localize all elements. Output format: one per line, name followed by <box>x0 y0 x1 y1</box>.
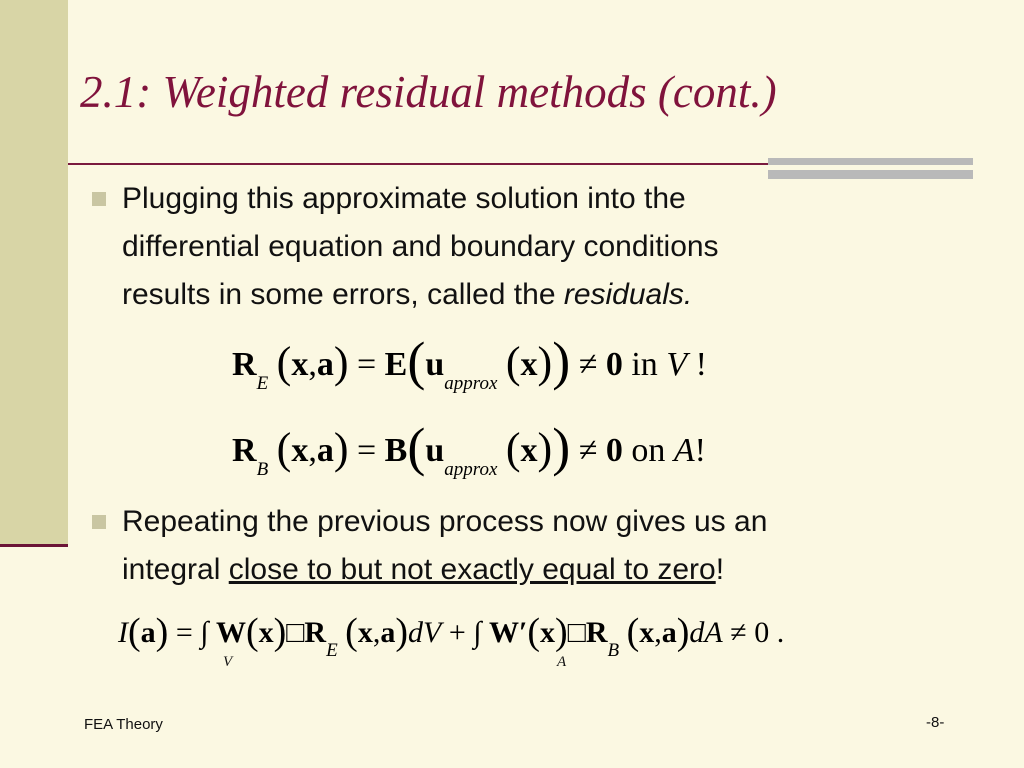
eq2-x: x <box>291 432 309 469</box>
bullet-2-line-2-text: integral <box>122 553 229 586</box>
int-subE: E <box>326 640 338 661</box>
residual-equation-boundary: $R_B$ $(x,a) = B(u_{approx}$ (x)) ≠ 0 on A! <box>232 417 706 480</box>
int-dV: dV <box>407 616 442 649</box>
eq1-in: in <box>631 346 658 383</box>
bullet-1-line-3-text: results in some errors, called the <box>122 278 564 311</box>
bullet-1-line-3 <box>122 271 719 319</box>
bullet-2-text <box>122 498 767 594</box>
int-W: W <box>215 616 246 649</box>
bullet-1-line-2: differential equation and boundary conditions <box>122 230 719 263</box>
eq2-sub: B <box>256 459 269 480</box>
int-a3: a <box>661 616 677 649</box>
eq2-a: a <box>316 432 334 469</box>
eq1-approx: approx <box>444 373 498 394</box>
int-a: a <box>140 616 156 649</box>
int-Wp: W′ <box>488 616 528 649</box>
eq1-bang: ! <box>695 346 707 383</box>
eq1-domain: V <box>666 346 688 383</box>
bullet-2-line-2-suffix: ! <box>715 553 725 586</box>
int-x2: x <box>357 616 373 649</box>
eq2-on: on <box>631 432 666 469</box>
int-x4: x <box>639 616 655 649</box>
int-missing-glyph-2: □ <box>567 616 586 649</box>
eq2-operator: B <box>384 432 408 469</box>
footer-page-number: -8- <box>926 714 945 731</box>
eq2-domain: A <box>673 432 695 469</box>
bullet-square-icon <box>92 192 106 206</box>
int-dA: dA <box>689 616 723 649</box>
eq1-sub: E <box>256 373 269 394</box>
int-a2: a <box>380 616 396 649</box>
eq2-bang: ! <box>694 432 706 469</box>
eq2-zero: 0 <box>605 432 623 469</box>
int-missing-glyph-1: □ <box>286 616 305 649</box>
bullet-1-line-1: Plugging this approximate solution into the <box>122 182 686 215</box>
integral-limit-A: A <box>557 654 567 670</box>
eq2-approx: approx <box>444 459 498 480</box>
bullet-1-text <box>122 175 719 319</box>
eq1-zero: 0 <box>605 346 623 383</box>
bullet-2-line-1: Repeating the previous process now gives us an <box>122 505 768 538</box>
bullet-2-underlined: close to but not exactly equal to zero <box>228 553 716 586</box>
eq1-R: R <box>232 346 257 383</box>
int-x: x <box>258 616 274 649</box>
int-x3: x <box>540 616 556 649</box>
eq2-x2: x <box>520 432 538 469</box>
slide-title: 2.1: Weighted residual methods (cont.) <box>80 67 777 117</box>
int-period: . <box>776 616 785 649</box>
integral-equation: I(a) = ∫ $W(x)□R_E$ (x,a)dV + ∫ $W'(x)□R_B$ (x,a)dA ≠ 0 . <box>118 611 785 661</box>
integral-limit-V: V <box>223 654 233 670</box>
int-subB: B <box>607 640 620 661</box>
footer-course-name: FEA Theory <box>84 716 163 733</box>
int-I: I <box>118 616 128 649</box>
bullet-2-line-2 <box>122 546 767 594</box>
eq1-x: x <box>291 346 309 383</box>
eq1-operator: E <box>384 346 408 383</box>
left-accent-bar <box>0 0 68 545</box>
eq2-R: R <box>232 432 257 469</box>
residual-equation-domain: $R_E$ $(x,a) = E(u_{approx}$ (x)) ≠ 0 in V ! <box>232 331 707 394</box>
eq1-u: u <box>425 346 445 383</box>
residuals-emphasis: residuals. <box>563 278 693 311</box>
int-R: R <box>304 616 327 649</box>
eq1-x2: x <box>520 346 538 383</box>
bullet-square-icon <box>92 515 106 529</box>
decorative-gray-bars <box>768 158 973 179</box>
int-zero: 0 <box>754 616 770 649</box>
int-R2: R <box>585 616 608 649</box>
eq1-a: a <box>316 346 334 383</box>
eq2-u: u <box>425 432 445 469</box>
left-accent-tick <box>0 544 68 547</box>
